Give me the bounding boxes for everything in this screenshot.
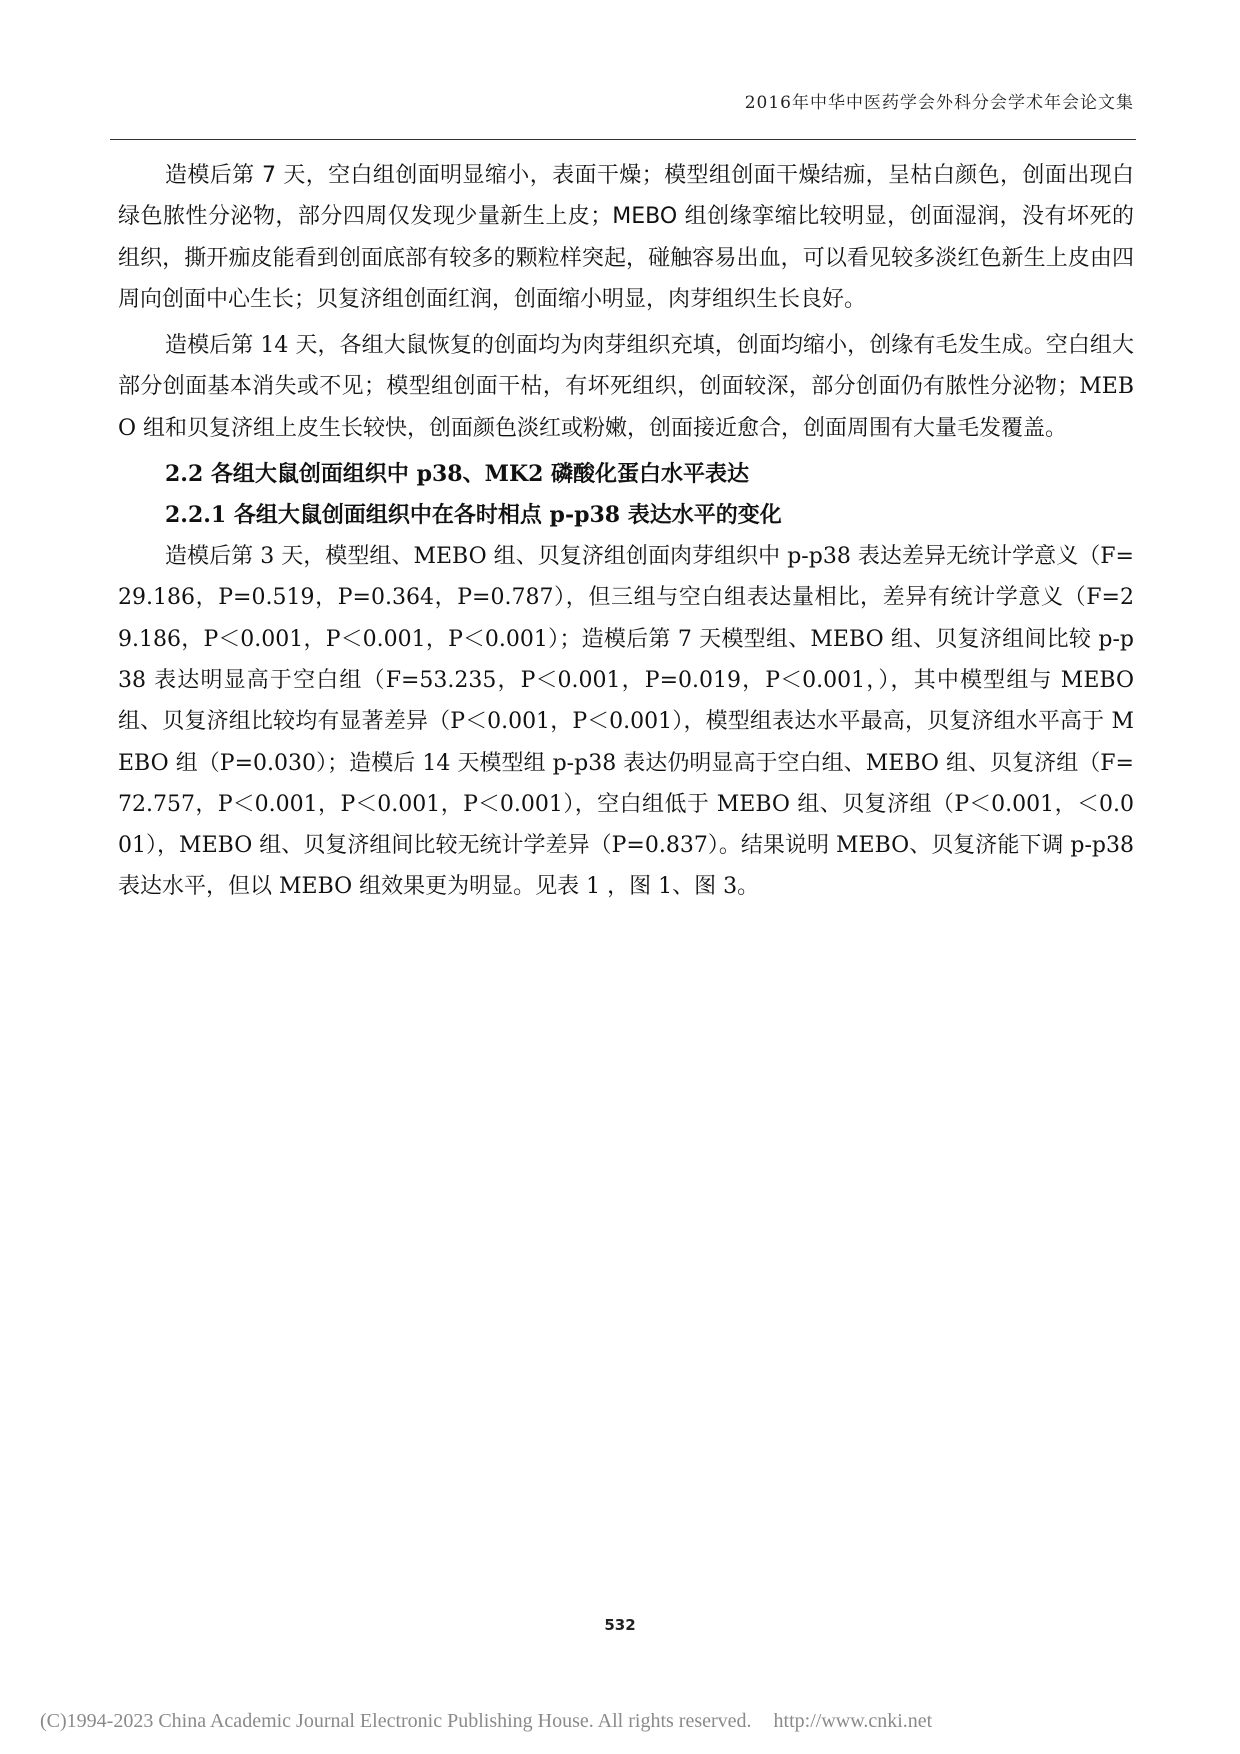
paragraph-day7: 造模后第 7 天，空白组创面明显缩小，表面干燥；模型组创面干燥结痂，呈枯白颜色，创面出现白绿色脓性分泌物，部分四周仅发现少量新生上皮；MEBO 组创缘挛缩比较明显，创面湿润，没有坏死的组织，撕开痂皮能看到创面底部有较多的颗粒样突起，碰触容易出血，可以看见较多淡红色新生上皮由四周向创面中心生长；贝复济组创面红润，创面缩小明显，肉芽组织生长良好。: [118, 163, 1134, 312]
header-rule: [110, 139, 1136, 140]
footer: [40, 1710, 1220, 1733]
running-header: 2016年中华中医药学会外科分会学术年会论文集: [744, 93, 1134, 113]
paragraph-pp38-results: 造模后第 3 天，模型组、MEBO 组、贝复济组创面肉芽组织中 p-p38 表达差异无统计学意义（F=29.186，P=0.519，P=0.364，P=0.787），但三组与空白组表达量相比，差异有统计学意义（F=29.186，P＜0.001，P＜0.001，P＜0.001）；造模后第 7 天模型组、MEBO 组、贝复济组间比较 p-p38 表达明显高于空白组（F=53.235，P＜0.001，P=0.019，P＜0.001，），其中模型组与 MEBO 组、贝复济组比较均有显著差异（P＜0.001，P＜0.001），模型组表达水平最高，贝复济组水平高于 MEBO 组（P=0.030）；造模后 14 天模型组 p-p38 表达仍明显高于空白组、MEBO 组、贝复济组（F=72.757，P＜0.001，P＜0.001，P＜0.001），空白组低于 MEBO 组、贝复济组（P＜0.001，＜0.001），MEBO 组、贝复济组间比较无统计学差异（P=0.837）。结果说明 MEBO、贝复济能下调 p-p38 表达水平，但以 MEBO 组效果更为明显。见表 1 ，图 1、图 3。: [118, 544, 1134, 900]
page-number: 532: [604, 1616, 636, 1634]
footer-url[interactable]: http://www.cnki.net: [773, 1710, 933, 1732]
subsection-heading: 2.2.1 各组大鼠创面组织中在各时相点 p-p38 表达水平的变化: [165, 502, 782, 529]
footer-copyright: (C)1994-2023 China Academic Journal Electronic Publishing House. All rights reserved.: [40, 1710, 752, 1732]
paragraph-day14: 造模后第 14 天，各组大鼠恢复的创面均为肉芽组织充填，创面均缩小，创缘有毛发生成。空白组大部分创面基本消失或不见；模型组创面干枯，有坏死组织，创面较深，部分创面仍有脓性分泌物；MEBO 组和贝复济组上皮生长较快，创面颜色淡红或粉嫩，创面接近愈合，创面周围有大量毛发覆盖。: [118, 333, 1134, 441]
body-text: [118, 155, 1134, 908]
section-heading: 2.2 各组大鼠创面组织中 p38、MK2 磷酸化蛋白水平表达: [165, 461, 750, 488]
